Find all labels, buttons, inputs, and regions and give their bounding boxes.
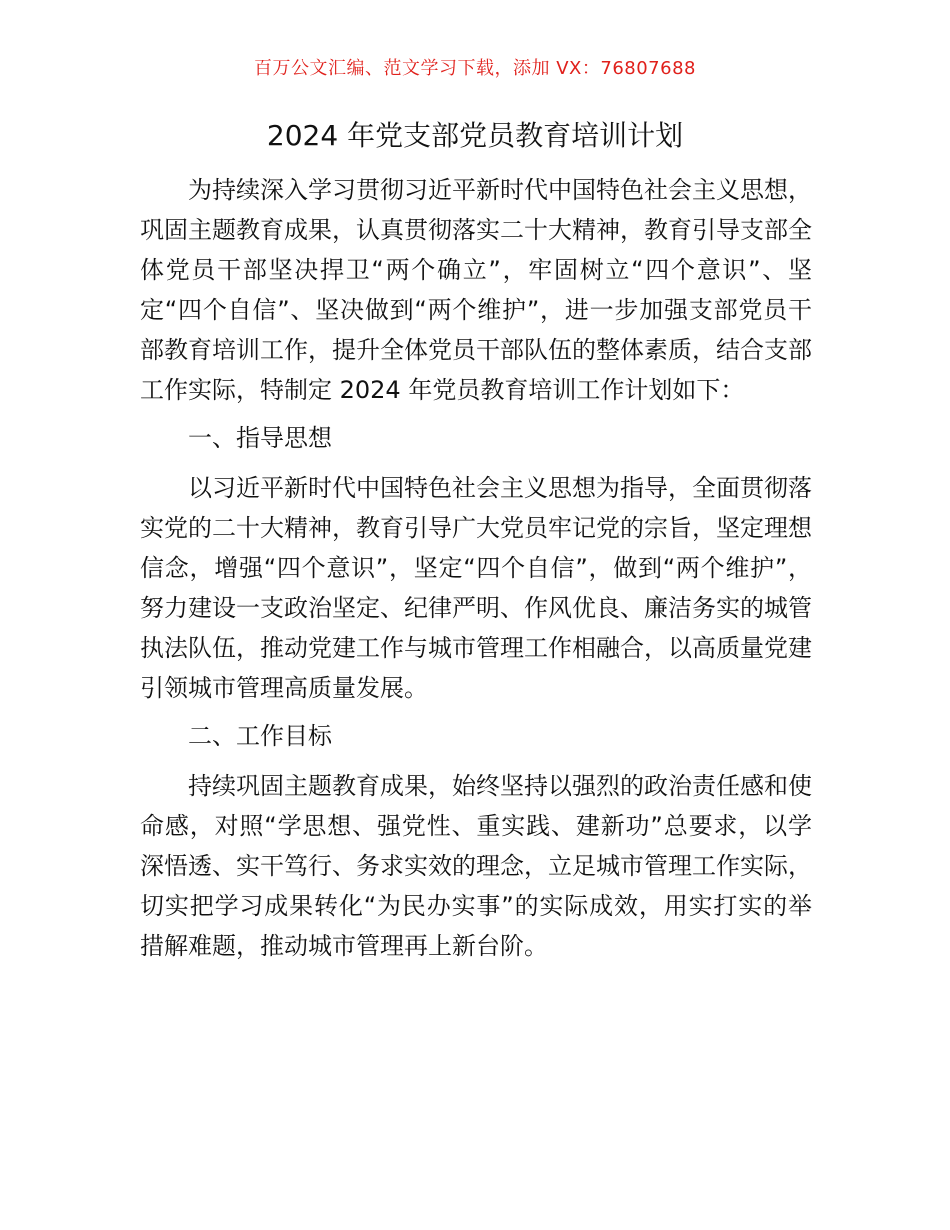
header-watermark-note: 百万公文汇编、范文学习下载，添加 VX：76807688 — [254, 58, 696, 79]
document-body — [140, 170, 812, 974]
section-body-work-goals: 持续巩固主题教育成果，始终坚持以强烈的政治责任感和使命感，对照“学思想、强党性、重实践、建新功”总要求，以学深悟透、实干笃行、务求实效的理念，立足城市管理工作实际，切实把学习成果转化“为民办实事”的实际成效，用实打实的举措解难题，推动城市管理再上新台阶。 — [140, 772, 812, 960]
section-heading-work-goals: 二、工作目标 — [188, 722, 332, 750]
intro-paragraph: 为持续深入学习贯彻习近平新时代中国特色社会主义思想，巩固主题教育成果，认真贯彻落实二十大精神，教育引导支部全体党员干部坚决捍卫“两个确立”，牢固树立“四个意识”、坚定“四个自信”、坚决做到“两个维护”，进一步加强支部党员干部教育培训工作，提升全体党员干部队伍的整体素质，结合支部工作实际，特制定 2024 年党员教育培训工作计划如下： — [140, 176, 812, 404]
document-title: 2024 年党支部党员教育培训计划 — [266, 119, 684, 152]
section-body-guiding-ideology: 以习近平新时代中国特色社会主义思想为指导，全面贯彻落实党的二十大精神，教育引导广大党员牢记党的宗旨，坚定理想信念，增强“四个意识”，坚定“四个自信”，做到“两个维护”，努力建设一支政治坚定、纪律严明、作风优良、廉洁务实的城管执法队伍，推动党建工作与城市管理工作相融合，以高质量党建引领城市管理高质量发展。 — [140, 474, 812, 702]
section-heading-guiding-ideology: 一、指导思想 — [188, 424, 332, 452]
